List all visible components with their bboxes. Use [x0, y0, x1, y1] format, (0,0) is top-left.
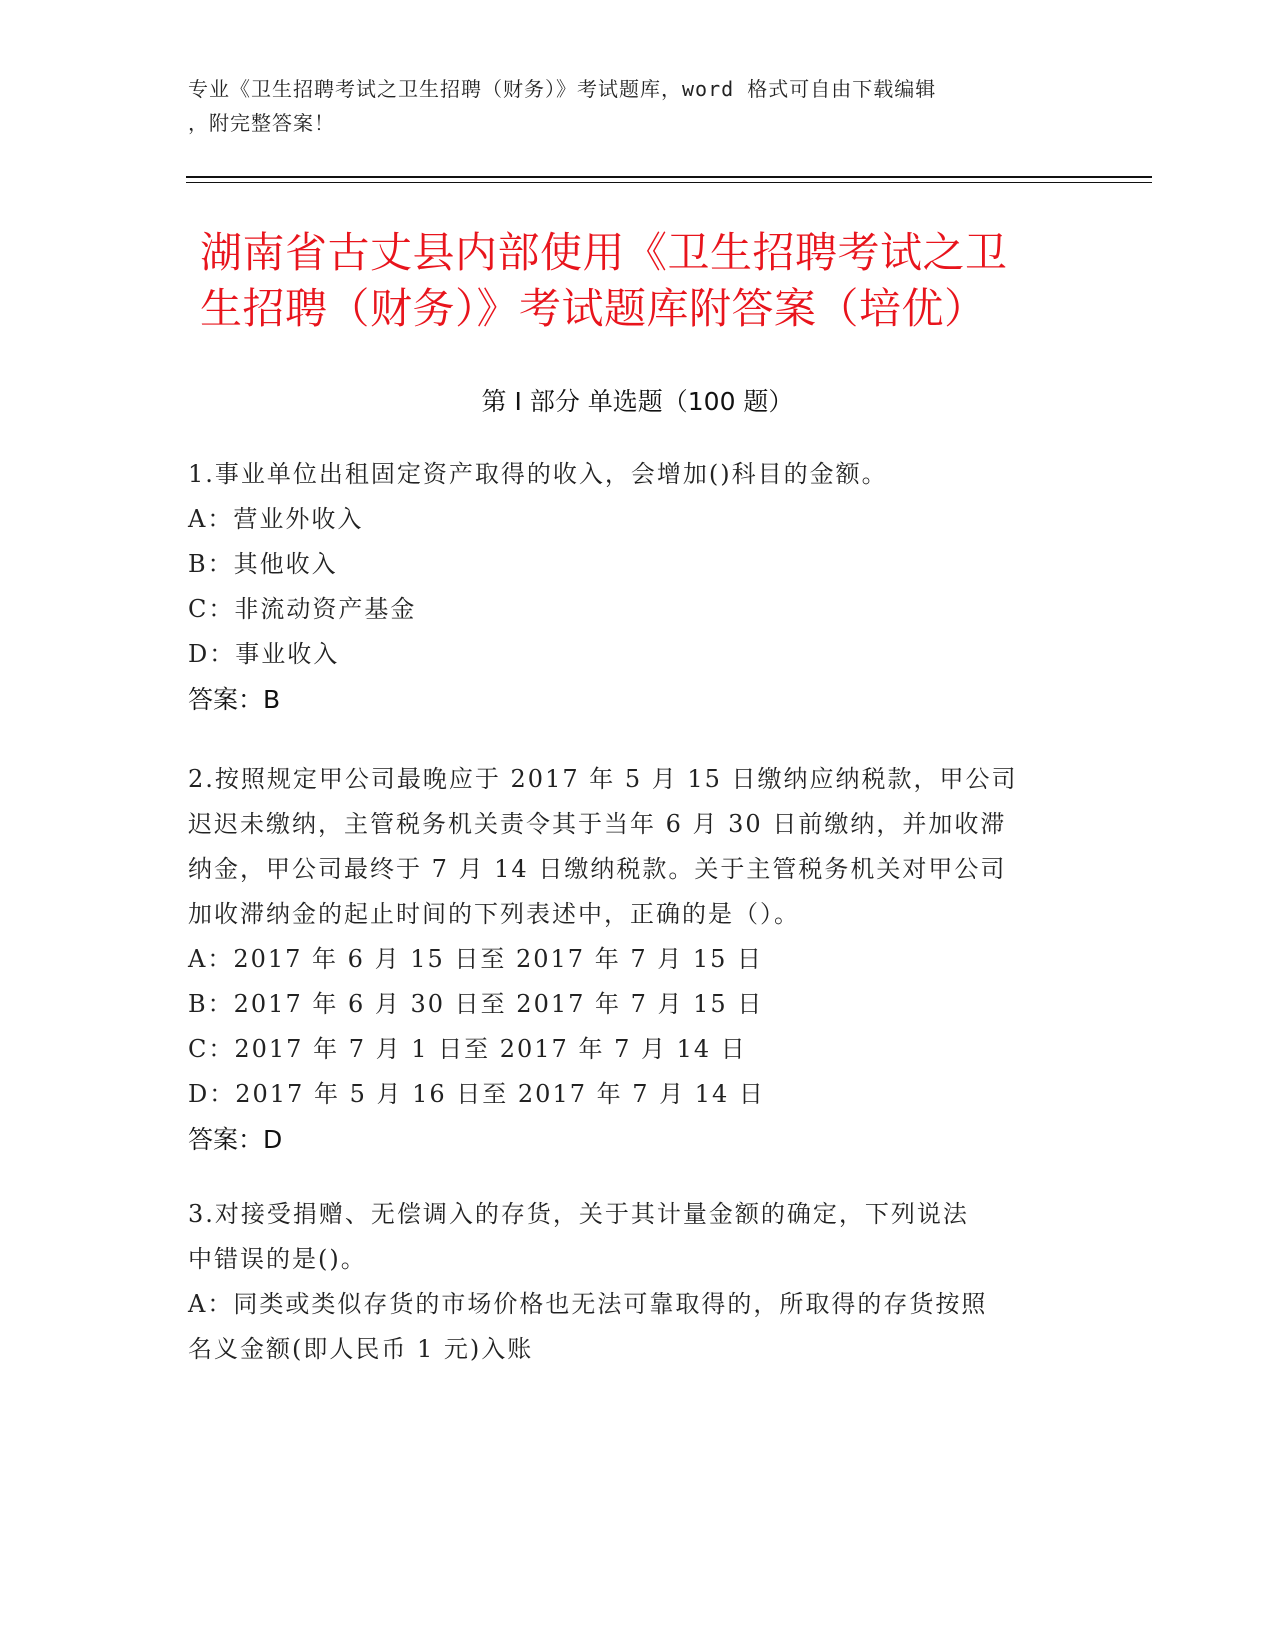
option-c: C：非流动资产基金	[188, 595, 417, 623]
question-3	[188, 1192, 1088, 1372]
header-note	[188, 72, 1088, 140]
option-c: C：2017 年 7 月 1 日至 2017 年 7 月 14 日	[188, 1035, 747, 1063]
option-d: D：2017 年 5 月 16 日至 2017 年 7 月 14 日	[188, 1080, 765, 1108]
option-b: B：2017 年 6 月 30 日至 2017 年 7 月 15 日	[188, 990, 764, 1018]
question-stem: 纳金，甲公司最终于 7 月 14 日缴纳税款。关于主管税务机关对甲公司	[188, 855, 1007, 883]
question-stem: 加收滞纳金的起止时间的下列表述中，正确的是（）。	[188, 900, 800, 928]
question-1	[188, 452, 1088, 722]
header-note-line: ，附完整答案！	[188, 111, 335, 135]
header-note-line: 专业《卫生招聘考试之卫生招聘（财务）》考试题库，word 格式可自由下载编辑	[188, 77, 937, 101]
header-divider-thin	[186, 182, 1152, 183]
option-a: A：2017 年 6 月 15 日至 2017 年 7 月 15 日	[188, 945, 764, 973]
document-title	[200, 225, 1100, 337]
question-stem: 1.事业单位出租固定资产取得的收入，会增加()科目的金额。	[188, 460, 888, 488]
option-a: A：营业外收入	[188, 505, 364, 533]
question-stem: 中错误的是()。	[188, 1245, 367, 1273]
option-b: B：其他收入	[188, 550, 338, 578]
answer-label: 答案：D	[188, 1125, 283, 1154]
option-a: A：同类或类似存货的市场价格也无法可靠取得的，所取得的存货按照	[188, 1290, 988, 1318]
question-stem: 2.按照规定甲公司最晚应于 2017 年 5 月 15 日缴纳应纳税款，甲公司	[188, 765, 1018, 793]
title-line: 生招聘（财务）》考试题库附答案（培优）	[200, 284, 987, 333]
section-heading: 第 I 部分 单选题（100 题）	[481, 387, 794, 416]
answer-label: 答案：B	[188, 685, 281, 714]
option-d: D：事业收入	[188, 640, 340, 668]
title-line: 湖南省古丈县内部使用《卫生招聘考试之卫	[200, 228, 1008, 277]
question-stem: 迟迟未缴纳，主管税务机关责令其于当年 6 月 30 日前缴纳，并加收滞	[188, 810, 1007, 838]
option-a-continued: 名义金额(即人民币 1 元)入账	[188, 1335, 534, 1363]
question-2	[188, 757, 1088, 1162]
header-divider	[186, 176, 1152, 178]
question-stem: 3.对接受捐赠、无偿调入的存货，关于其计量金额的确定，下列说法	[188, 1200, 969, 1228]
